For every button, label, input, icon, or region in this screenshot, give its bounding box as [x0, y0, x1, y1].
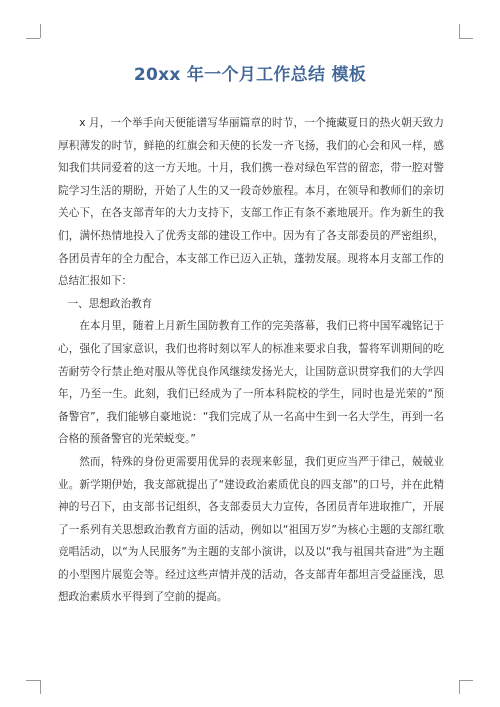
crop-mark-top-right — [459, 38, 473, 39]
crop-mark-bottom-right — [459, 680, 473, 681]
paragraph-intro: x 月，一个举手向天便能谱写华丽篇章的时节，一个掩藏夏日的热火朝天致力厚积薄发的时节，鲜艳的红旗会和天使的长发一齐飞扬，我们的心会和风一样，感知我们共同爱着的这一方天地。十月，我们携一卷对绿色军营的留恋，带一腔对警院学习生活的期盼，开始了人生的又一段奇妙旅程。本月，在领导和教师们的亲切关心下，在各支部青年的大力支持下，支部工作正有条不紊地展开。作为新生的我们，满怀热情地投入了优秀支部的建设工作中。因为有了各支部委员的严密组织，各团员青年的全力配合，本支部工作已迈入正轨，蓬勃发展。现将本月支部工作的总结汇报如下： — [58, 117, 444, 288]
crop-mark-top-left — [26, 38, 40, 39]
document-body — [58, 112, 444, 609]
crop-mark-top-right — [459, 24, 460, 38]
document-title: 20xx 年一个月工作总结 模板 — [133, 65, 367, 85]
crop-mark-bottom-right — [459, 680, 460, 694]
section-heading: 一、思想政治教育 — [67, 297, 153, 310]
paragraph: 在本月里，随着上月新生国防教育工作的完美落幕，我们已将中国军魂铭记于心，强化了国家意识，我们也将时刻以军人的标准来要求自我，誓将军训期间的吃苦耐劳令行禁止绝对服从等优良作风继续发扬光大，让国防意识贯穿我们的大学四年，乃至一生。此刻，我们已经成为了一所本科院校的学生，同时也是光荣的“预备警官”，我们能够自豪地说：“我们完成了从一名高中生到一名大学生，再到一名合格的预备警官的光荣蜕变。” — [58, 320, 444, 446]
paragraph: 然而，特殊的身份更需要用优异的表现来彰显，我们更应当严于律己，兢兢业业。新学期伊始，我支部就提出了“建设政治素质优良的四支部”的口号，并在此精神的号召下，由支部书记组织，各支部委员大力宣传，各团员青年进取推广，开展了一系列有关思想政治教育方面的活动，例如以“祖国万岁”为核心主题的支部红歌竞唱活动，以“为人民服务”为主题的支部小演讲，以及以“我与祖国共奋进”为主题的小型图片展览会等。经过这些声情并茂的活动，各支部青年都坦言受益匪浅，思想政治素质水平得到了空前的提高。 — [58, 455, 444, 604]
crop-mark-top-left — [40, 24, 41, 38]
crop-mark-bottom-left — [26, 680, 40, 681]
crop-mark-bottom-left — [40, 680, 41, 694]
